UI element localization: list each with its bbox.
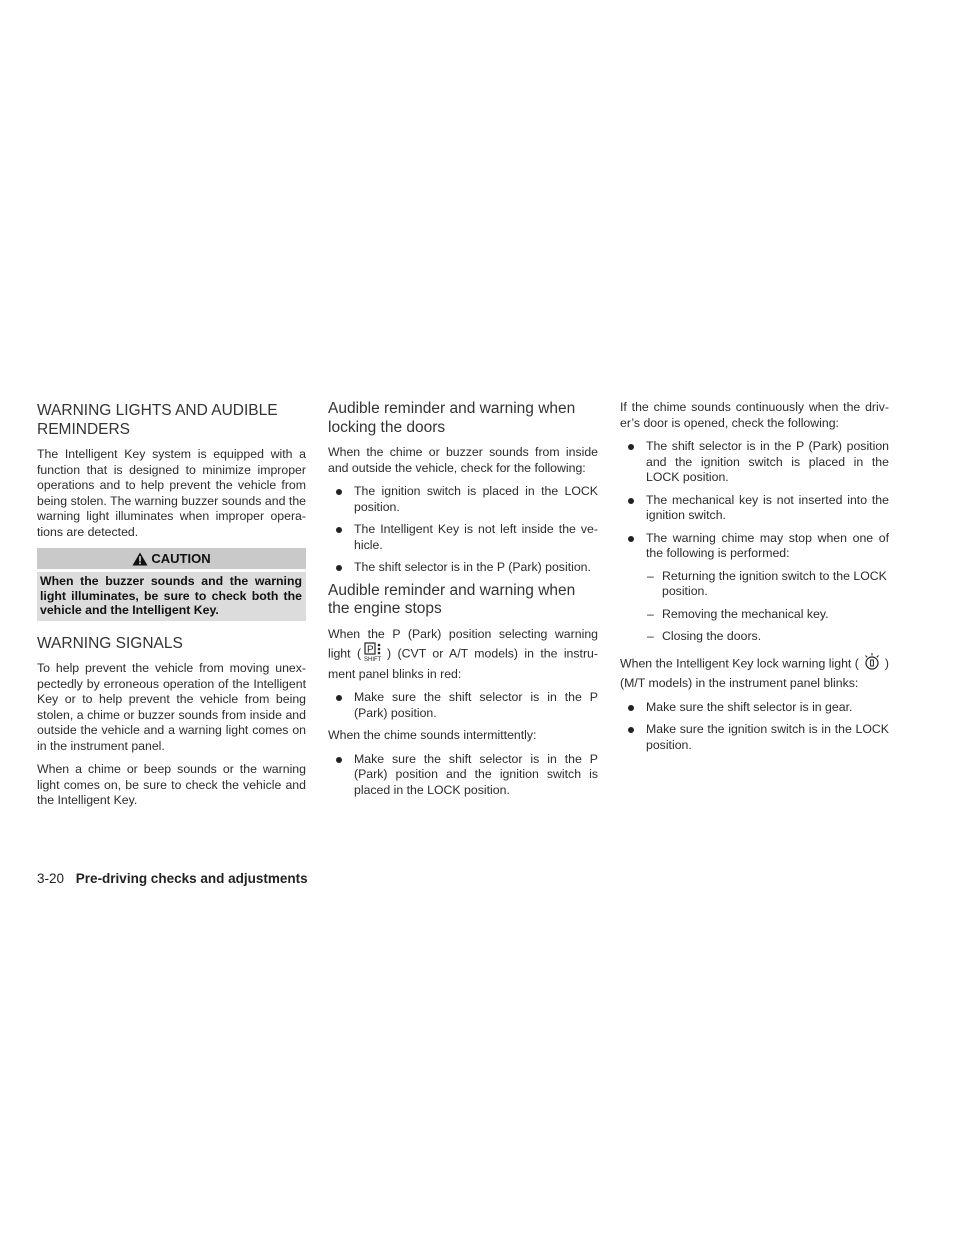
bullet-icon (628, 705, 634, 711)
heading-engine-stops: Audible reminder and warning when the engine stops (328, 581, 576, 617)
heading-warning-lights: WARNING LIGHTS AND AUDIBLE REMINDERS (37, 402, 278, 438)
page-footer (37, 871, 308, 886)
list-item: The mechanical key is not inserted into the ignition switch. (620, 493, 889, 524)
bullet-icon (336, 695, 342, 701)
caution-box (37, 548, 306, 621)
paragraph-intro: The Intelligent Key system is equipped with a function that is designed to minimize improper operations and to help prevent the vehicle from being stolen. The warning buzzer sounds and the warning light illuminates when improper opera-tions are detected. (37, 447, 306, 539)
paragraph-warning-signals: To help prevent the vehicle from moving unex-pectedly by erroneous operation of the Intelligent Key or to help prevent the vehicle from being stolen, a chime or buzzer sounds from inside and outside the vehicle and a warning light comes on in the instrument panel. (37, 661, 306, 753)
paragraph-chime-continuous: If the chime sounds continuously when the driv-er’s door is opened, check the following: (620, 400, 889, 430)
list-item: The shift selector is in the P (Park) position and the ignition switch is placed in the LOCK position. (620, 439, 889, 486)
paragraph-check-key: When a chime or beep sounds or the warning light comes on, be sure to check the vehicle and the Intelligent Key. (37, 762, 306, 807)
caution-text: When the buzzer sounds and the warning light illuminates, be sure to check both the vehicle and the Intelligent Key. (37, 572, 306, 621)
bullet-icon (336, 757, 342, 763)
svg-text:P: P (367, 644, 374, 656)
park-shift-warning-icon (363, 642, 385, 667)
dash-item: – Closing the doors. (647, 629, 762, 643)
bullet-icon (628, 444, 634, 450)
bullet-icon (628, 536, 634, 542)
list-item: The ignition switch is placed in the LOCK position. (328, 484, 598, 515)
page-number: 3-20 (37, 871, 65, 886)
list-item: Make sure the ignition switch is in the LOCK position. (620, 722, 889, 753)
svg-text:SHIFT: SHIFT (364, 657, 382, 662)
caution-header (37, 548, 306, 569)
column-left (37, 400, 306, 817)
bullet-icon (336, 489, 342, 495)
list-item: Make sure the shift selector is in the P (Park) position and the ignition switch is placed in the LOCK position. (328, 752, 598, 799)
caution-title: CAUTION (151, 551, 211, 566)
bullet-icon (628, 727, 634, 733)
list-item: Make sure the shift selector is in gear. (620, 700, 889, 716)
bullet-icon (336, 527, 342, 533)
column-right (620, 400, 889, 760)
paragraph-key-lock-warning: When the Intelligent Key lock warning light ( ) (M/T models) in the instrument panel blinks: (620, 652, 889, 692)
list-item: Make sure the shift selector is in the P (Park) position. (328, 690, 598, 721)
column-middle (328, 400, 598, 805)
bullet-icon (336, 565, 342, 571)
paragraph-park-warning: When the P (Park) position selecting warning light ( P SHIFT ) (CVT or A/T models) in the instru-ment panel blinks in red: (328, 626, 598, 681)
bullet-icon (628, 498, 634, 504)
paragraph-locking-doors: When the chime or buzzer sounds from inside and outside the vehicle, check for the following: (328, 445, 598, 475)
section-title: Pre-driving checks and adjustments (75, 871, 308, 886)
warning-triangle-icon (132, 552, 148, 566)
heading-locking-doors: Audible reminder and warning when locking the doors (328, 400, 576, 436)
paragraph-chime-intermittent: When the chime sounds intermittently: (328, 728, 537, 742)
list-item: The Intelligent Key is not left inside the ve-hicle. (328, 522, 598, 553)
key-lock-warning-icon (861, 652, 883, 677)
list-item: The warning chime may stop when one of the following is performed: (620, 531, 889, 562)
heading-warning-signals: WARNING SIGNALS (37, 634, 183, 652)
dash-item: – Removing the mechanical key. (647, 606, 829, 621)
dash-item: – Returning the ignition switch to the LOCK position. (647, 568, 887, 598)
list-item: The shift selector is in the P (Park) position. (328, 560, 598, 576)
